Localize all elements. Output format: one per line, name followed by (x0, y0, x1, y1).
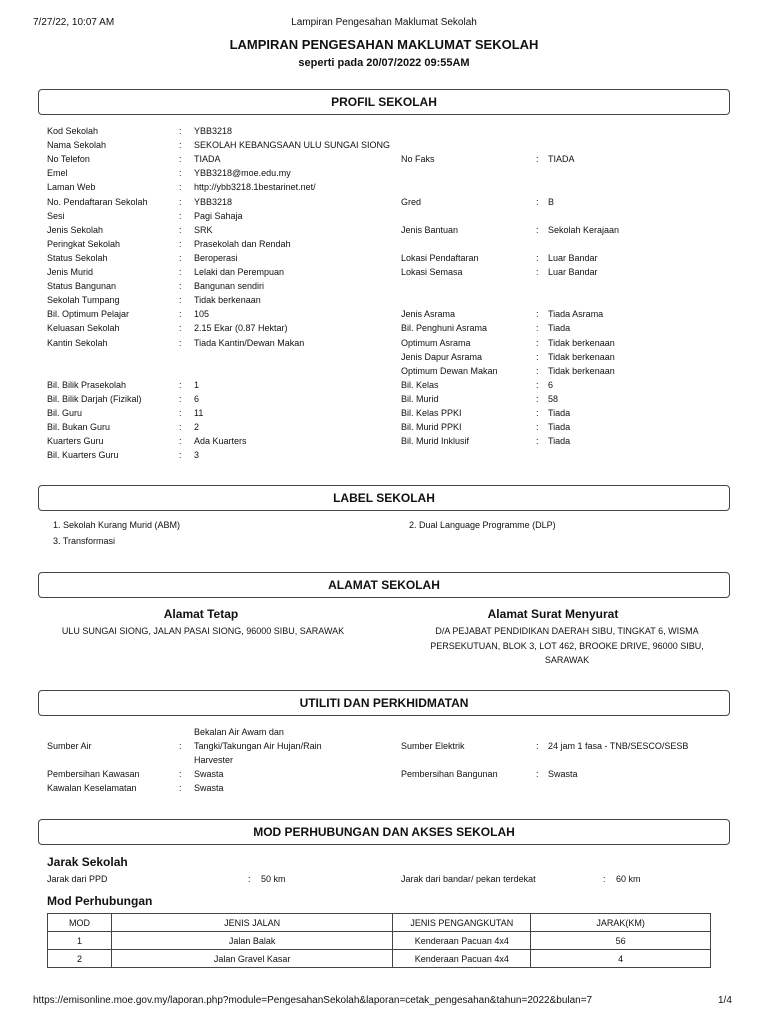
field-label: Bil. Bilik Prasekolah (47, 379, 127, 390)
pembersihan-kawasan-value: Swasta (194, 769, 224, 779)
profil-row (0, 223, 768, 237)
kawalan-keselamatan-value: Swasta (194, 783, 224, 793)
profil-row (0, 138, 768, 152)
field-value: Tidak berkenaan (194, 295, 261, 306)
colon: : (536, 741, 539, 751)
field-value: Bangunan sendiri (194, 281, 265, 292)
field-label: Lokasi Semasa (401, 267, 463, 277)
field-value: Ada Kuarters (194, 436, 247, 447)
profil-row (0, 350, 768, 364)
colon: : (179, 769, 182, 779)
table-row (48, 950, 711, 968)
field-label: Bil. Kelas PPKI (401, 408, 462, 418)
jarak-row (0, 872, 768, 886)
sumber-elektrik-value: 24 jam 1 fasa - TNB/SESCO/SESB (548, 741, 689, 751)
field-value: 105 (194, 309, 210, 320)
document-title: LAMPIRAN PENGESAHAN MAKLUMAT SEKOLAH (229, 37, 539, 52)
column-header: MOD (48, 914, 112, 932)
profil-row (0, 378, 768, 392)
label-item: 1. Sekolah Kurang Murid (ABM) (53, 520, 181, 530)
mod-heading: Mod Perhubungan (47, 894, 153, 908)
profil-row (0, 293, 768, 307)
field-label: Keluasan Sekolah (47, 323, 120, 334)
field-value: Prasekolah dan Rendah (194, 238, 291, 249)
field-value: Tiada (548, 436, 571, 447)
field-label: Bil. Murid Inklusif (401, 436, 470, 447)
colon: : (179, 783, 182, 793)
sumber-air-value: Tangki/Takungan Air Hujan/Rain (194, 741, 322, 751)
profil-row (0, 124, 768, 138)
field-value: B (548, 196, 555, 207)
profil-row (0, 265, 768, 279)
profil-row (0, 392, 768, 406)
field-value: SRK (194, 224, 213, 235)
footer-page-number: 1/4 (718, 995, 732, 1006)
field-label: Bil. Bukan Guru (47, 422, 111, 433)
field-value: SEKOLAH KEBANGSAAN ULU SUNGAI SIONG (194, 140, 391, 151)
profil-row (0, 406, 768, 420)
colon: : (179, 422, 182, 433)
utiliti-row (0, 739, 768, 753)
table-row (48, 932, 711, 950)
field-value: http://ybb3218.1bestarinet.net/ (194, 182, 316, 193)
field-label: Bil. Penghuni Asrama (401, 323, 488, 334)
column-header: JARAK(KM) (531, 914, 711, 932)
field-label: Jenis Bantuan (401, 224, 459, 235)
colon: : (179, 281, 182, 292)
colon: : (179, 140, 182, 151)
colon: : (536, 379, 539, 390)
profil-row (0, 364, 768, 378)
field-label: Jenis Dapur Asrama (401, 351, 483, 362)
pembersihan-kawasan-label: Pembersihan Kawasan (47, 769, 140, 779)
field-label: Kantin Sekolah (47, 337, 108, 348)
table-cell: 4 (531, 950, 711, 968)
utiliti-row (0, 781, 768, 795)
field-label: Lokasi Pendaftaran (401, 252, 479, 263)
colon: : (179, 267, 182, 277)
colon: : (603, 874, 606, 884)
field-value: Beroperasi (194, 252, 238, 263)
jarak-heading: Jarak Sekolah (47, 855, 128, 869)
profil-row (0, 448, 768, 462)
profil-row (0, 237, 768, 251)
colon: : (179, 450, 182, 461)
colon: : (536, 323, 539, 334)
field-value: YBB3218 (194, 196, 233, 207)
field-value: 58 (548, 393, 559, 404)
field-value: 6 (194, 393, 200, 404)
field-label: Gred (401, 196, 422, 207)
section-utiliti: UTILITI DAN PERKHIDMATAN (38, 690, 730, 716)
field-value: YBB3218@moe.edu.my (194, 168, 291, 179)
print-datetime: 7/27/22, 10:07 AM (33, 17, 115, 28)
field-label: Jenis Asrama (401, 309, 456, 320)
field-label: Peringkat Sekolah (47, 238, 121, 249)
alamat-surat-title: Alamat Surat Menyurat (487, 607, 619, 621)
field-value: Lelaki dan Perempuan (194, 267, 285, 277)
section-label-sekolah: LABEL SEKOLAH (38, 485, 730, 511)
field-label: Status Bangunan (47, 281, 117, 292)
alamat-surat-line: D/A PEJABAT PENDIDIKAN DAERAH SIBU, TINGKAT 6, WISMA (435, 626, 699, 636)
colon: : (179, 168, 182, 179)
colon: : (536, 408, 539, 418)
field-value: 1 (194, 379, 200, 390)
profil-row (0, 420, 768, 434)
table-cell: 1 (48, 932, 112, 950)
colon: : (179, 309, 182, 320)
section-mod-perhubungan: MOD PERHUBUNGAN DAN AKSES SEKOLAH (38, 819, 730, 845)
table-cell: 2 (48, 950, 112, 968)
document-subtitle: seperti pada 20/07/2022 09:55AM (298, 57, 470, 69)
field-label: No Telefon (47, 154, 90, 165)
table-cell: Jalan Gravel Kasar (111, 950, 392, 968)
table-header-row (48, 914, 711, 932)
table-cell: 56 (531, 932, 711, 950)
colon: : (536, 196, 539, 207)
field-value: Tidak berkenaan (548, 337, 615, 348)
colon: : (179, 252, 182, 263)
alamat-surat-line: PERSEKUTUAN, BLOK 3, LOT 462, BROOKE DRIVE, 96000 SIBU, (430, 641, 704, 651)
colon: : (179, 196, 182, 207)
field-label: Sesi (47, 210, 65, 221)
field-value: Tidak berkenaan (548, 351, 615, 362)
utiliti-row (0, 725, 768, 739)
colon: : (248, 874, 251, 884)
field-value: Luar Bandar (548, 267, 598, 277)
field-label: Bil. Kelas (401, 379, 439, 390)
alamat-tetap-title: Alamat Tetap (163, 607, 239, 621)
colon: : (179, 154, 182, 165)
field-label: Optimum Dewan Makan (401, 365, 498, 376)
colon: : (179, 224, 182, 235)
colon: : (179, 436, 182, 447)
table-cell: Kenderaan Pacuan 4x4 (393, 932, 531, 950)
jarak-bandar-value: 60 km (616, 874, 641, 884)
print-page-title: Lampiran Pengesahan Maklumat Sekolah (291, 17, 477, 28)
sumber-air-label: Sumber Air (47, 741, 92, 751)
profil-row (0, 195, 768, 209)
colon: : (179, 238, 182, 249)
field-label: Laman Web (47, 182, 96, 193)
profil-row (0, 251, 768, 265)
field-label: Bil. Murid PPKI (401, 422, 462, 433)
column-header: JENIS JALAN (111, 914, 392, 932)
pembersihan-bangunan-value: Swasta (548, 769, 578, 779)
profil-row (0, 434, 768, 448)
field-value: Tiada Kantin/Dewan Makan (194, 337, 305, 348)
profil-row (0, 336, 768, 350)
profil-row (0, 307, 768, 321)
colon: : (536, 422, 539, 433)
utiliti-row (0, 753, 768, 767)
field-value: YBB3218 (194, 126, 233, 136)
alamat-tetap-text: ULU SUNGAI SIONG, JALAN PASAI SIONG, 96000 SIBU, SARAWAK (61, 626, 345, 636)
field-value: 6 (548, 379, 554, 390)
field-label: Optimum Asrama (401, 337, 471, 348)
alamat-surat-line: SARAWAK (544, 655, 590, 665)
section-profil-sekolah: PROFIL SEKOLAH (38, 89, 730, 115)
field-label: Sekolah Tumpang (47, 295, 120, 306)
colon: : (536, 365, 539, 376)
field-value: 2 (194, 422, 200, 433)
field-value: Tiada (548, 408, 571, 418)
colon: : (179, 408, 182, 418)
colon: : (536, 267, 539, 277)
label-item: 3. Transformasi (53, 536, 116, 546)
jarak-bandar-label: Jarak dari bandar/ pekan terdekat (401, 874, 536, 884)
mod-table (47, 913, 711, 968)
colon: : (179, 182, 182, 193)
field-value: 2.15 Ekar (0.87 Hektar) (194, 323, 288, 334)
field-label: Jenis Murid (47, 267, 94, 277)
table-cell: Jalan Balak (111, 932, 392, 950)
field-label: Nama Sekolah (47, 140, 107, 151)
colon: : (179, 741, 182, 751)
profil-row (0, 152, 768, 166)
pembersihan-bangunan-label: Pembersihan Bangunan (401, 769, 498, 779)
section-alamat-sekolah: ALAMAT SEKOLAH (38, 572, 730, 598)
field-label: Jenis Sekolah (47, 224, 104, 235)
colon: : (536, 393, 539, 404)
column-header: JENIS PENGANGKUTAN (393, 914, 531, 932)
colon: : (536, 252, 539, 263)
label-item: 2. Dual Language Programme (DLP) (409, 520, 556, 530)
field-value: TIADA (548, 154, 575, 165)
jarak-ppd-label: Jarak dari PPD (47, 874, 108, 884)
profil-row (0, 166, 768, 180)
footer-url: https://emisonline.moe.gov.my/laporan.php?module=PengesahanSekolah&laporan=cetak_pengesahan&tahun=2022&bulan=7 (33, 995, 593, 1006)
jarak-ppd-value: 50 km (261, 874, 286, 884)
field-value: TIADA (194, 154, 221, 165)
field-label: Bil. Kuarters Guru (47, 450, 119, 461)
profil-row (0, 321, 768, 335)
field-value: Tiada (548, 422, 571, 433)
colon: : (536, 351, 539, 362)
field-label: Bil. Optimum Pelajar (47, 309, 130, 320)
table-cell: Kenderaan Pacuan 4x4 (393, 950, 531, 968)
colon: : (179, 210, 182, 221)
colon: : (179, 323, 182, 334)
colon: : (179, 393, 182, 404)
colon: : (536, 224, 539, 235)
colon: : (536, 309, 539, 320)
colon: : (179, 379, 182, 390)
field-value: Tiada (548, 323, 571, 334)
sumber-air-value: Bekalan Air Awam dan (194, 727, 284, 737)
field-value: 3 (194, 450, 200, 461)
field-label: Status Sekolah (47, 252, 108, 263)
field-label: Kuarters Guru (47, 436, 104, 447)
field-value: 11 (194, 408, 204, 418)
kawalan-keselamatan-label: Kawalan Keselamatan (47, 783, 137, 793)
field-label: Kod Sekolah (47, 126, 99, 136)
field-label: Bil. Murid (401, 393, 439, 404)
field-label: Bil. Bilik Darjah (Fizikal) (47, 393, 142, 404)
colon: : (536, 769, 539, 779)
field-label: No Faks (401, 154, 435, 165)
utiliti-row (0, 767, 768, 781)
colon: : (536, 154, 539, 165)
profil-row (0, 279, 768, 293)
colon: : (536, 337, 539, 348)
field-value: Pagi Sahaja (194, 210, 243, 221)
field-value: Sekolah Kerajaan (548, 224, 620, 235)
colon: : (179, 337, 182, 348)
colon: : (536, 436, 539, 447)
colon: : (179, 126, 182, 136)
sumber-air-value: Harvester (194, 755, 234, 765)
field-label: No. Pendaftaran Sekolah (47, 196, 148, 207)
profil-row (0, 180, 768, 194)
colon: : (179, 295, 182, 306)
profil-row (0, 209, 768, 223)
field-value: Tiada Asrama (548, 309, 604, 320)
field-label: Emel (47, 168, 68, 179)
field-label: Bil. Guru (47, 408, 83, 418)
field-value: Luar Bandar (548, 252, 598, 263)
sumber-elektrik-label: Sumber Elektrik (401, 741, 465, 751)
field-value: Tidak berkenaan (548, 365, 615, 376)
